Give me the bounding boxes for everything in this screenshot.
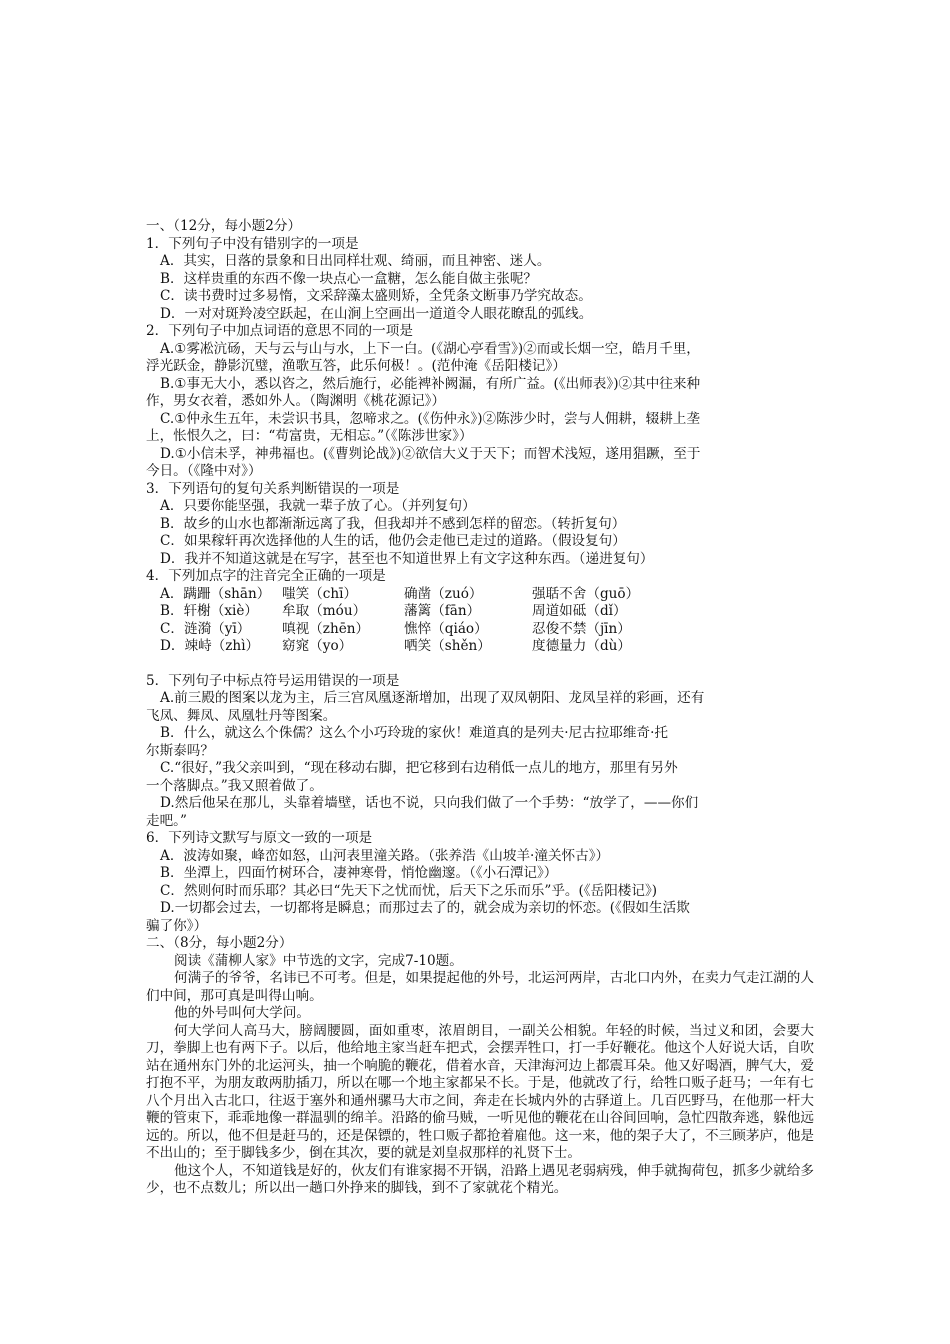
q5-option-c-line2: 一个落脚点。”我又照着做了。 (146, 777, 323, 794)
q6-option-d-line1: D.一切都会过去，一切都将是瞬息；而那过去了的，就会成为亲切的怀恋。(《假如生活欺 (160, 900, 690, 916)
q4-cell: B．轩榭（xiè） (160, 603, 259, 619)
spacer (146, 656, 814, 673)
q2-option-b-line2: 作，男女衣着，悉如外人。（陶渊明《桃花源记》） (146, 393, 446, 409)
passage-paragraph-3: 何大学问人高马大，膀阔腰圆，面如重枣，浓眉朗目，一副关公相貌。年轻的时候，当过义和团，会要大刀，拳脚上也有两下子。以后，他给地主家当赶车把式，会摆弄牲口，打一手好鞭花。他这个人好说大话，自吹站在通州东门外的北运河头，抽一个响脆的鞭花，借着水音，天津海河边上都震耳朵。他又好喝酒，脾气大，爱打抱不平，为朋友敢两肋插刀，所以在哪一个地主家都呆不长。于是，他就改了行，给牲口贩子赶马；一年有七八个月出入古北口，往返于塞外和通州骡马大市之间，奔走在长城内外的古驿道上。几百匹野马，在他那一杆大鞭的管束下，乖乖地像一群温驯的绵羊。沿路的偷马贼，一听见他的鞭花在山谷间回响，急忙四散奔逃，躲他远远的。所以，他不但是赶马的，还是保镖的，牲口贩子都抢着雇他。这一来，他的架子大了，不三顾茅庐，他是不出山的；至于脚钱多少，倒在其次，要的就是刘皇叔那样的礼贤下士。 (146, 1022, 814, 1161)
q4-cell: 嗔视（zhēn） (282, 620, 370, 637)
q2-stem: 2．下列句子中加点词语的意思不同的一项是 (146, 323, 413, 339)
q4-cell: 确凿（zuó） (404, 585, 483, 602)
q6-option-b: B．坐潭上，四面竹树环合，凄神寒骨，悄怆幽邃。（《小石潭记》） (160, 865, 558, 881)
q1-option-a: A．其实，日落的景象和日出同样壮观、绮丽，而且神密、迷人。 (160, 253, 551, 269)
q5-option-d-line2: 走吧。” (146, 812, 187, 829)
q4-cell: D．竦峙（zhì） (160, 638, 260, 654)
q2-option-c-line2: 上，怅恨久之，曰：“苟富贵，无相忘。”（《陈涉世家》） (146, 428, 473, 444)
q4-option-row (146, 603, 814, 621)
q6-stem: 6．下列诗文默写与原文一致的一项是 (146, 830, 373, 846)
q3-option-b: B．故乡的山水也都渐渐远离了我，但我却并不感到怎样的留恋。（转折复句） (160, 515, 626, 532)
passage-paragraph-4: 他这个人，不知道钱是好的，伙友们有谁家揭不开锅，沿路上遇见老弱病残，伸手就掏荷包，抓多少就给多少，也不点数儿；所以出一趟口外挣来的脚钱，到不了家就花个精光。 (146, 1162, 814, 1196)
q3-option-c: C．如果稼轩再次选择他的人生的话，他仍会走他已走过的道路。（假设复句） (160, 533, 626, 549)
q4-cell: C．涟漪（yī） (160, 620, 251, 637)
q1-option-c: C．读书费时过多易惰，文采辞藻太盛则矫，全凭条文断事乃学究故态。 (160, 288, 592, 304)
q6-option-c: C．然则何时而乐耶？其必曰“先天下之忧而忧，后天下之乐而乐”乎。(《岳阳楼记》) (160, 882, 658, 899)
q2-option-d-line1: D.①小信未孚，神弗福也。(《曹刿论战》)②欲信大义于天下；而智术浅短，遂用猖蹶，至于 (160, 445, 701, 462)
passage-paragraph-2: 他的外号叫何大学问。 (174, 1005, 310, 1021)
q4-cell: 忍俊不禁（jīn） (532, 620, 631, 637)
q3-option-a: A．只要你能坚强，我就一辈子放了心。（并列复句） (160, 498, 476, 514)
q4-cell: 哂笑（shěn） (404, 638, 491, 654)
q4-cell: A．蹒跚（shān） (160, 585, 271, 602)
q4-cell: 嗤笑（chī） (282, 585, 358, 602)
reading-intro: 阅读《蒲柳人家》中节选的文字，完成7-10题。 (174, 952, 463, 969)
q4-option-row (146, 586, 814, 604)
q4-cell: 强聒不舍（guō） (532, 585, 640, 602)
q5-option-b-line2: 尔斯泰吗？ (146, 742, 214, 759)
q2-option-d-line2: 今日。（《隆中对》） (146, 463, 262, 479)
q2-option-c-line1: C.①仲永生五年，未尝识书具，忽啼求之。(《伤仲永》)②陈涉少时，尝与人佣耕，辍耕上垄 (160, 410, 700, 427)
q5-option-c-line1: C.“很好，”我父亲叫到，“现在移动右脚，把它移到右边稍低一点儿的地方，那里有另外 (160, 760, 678, 776)
q2-option-a-line2: 浮光跃金，静影沉璧，渔歌互答，此乐何极！。(范仲淹《岳阳楼记》） (146, 358, 566, 374)
q1-option-b: B．这样贵重的东西不像一块点心一盒糖，怎么能自做主张呢？ (160, 270, 538, 287)
section-2-header: 二、（8分，每小题2分） (146, 935, 293, 951)
q1-stem: 1．下列句子中没有错别字的一项是 (146, 235, 359, 252)
q1-option-d: D．一对对斑羚凌空跃起，在山涧上空画出一道道令人眼花瞭乱的弧线。 (160, 305, 593, 322)
q5-option-a-line2: 飞凤、舞凤、凤凰牡丹等图案。 (146, 707, 337, 724)
passage-paragraph-1: 何满子的爷爷，名讳已不可考。但是，如果提起他的外号，北运河两岸，古北口内外，在卖力气走江湖的人们中间，那可真是叫得山响。 (146, 970, 814, 1004)
document-page (146, 218, 814, 1198)
q4-option-row (146, 638, 814, 656)
q3-option-d: D．我并不知道这就是在写字，甚至也不知道世界上有文字这种东西。（递进复句） (160, 550, 654, 567)
q4-stem: 4．下列加点字的注音完全正确的一项是 (146, 568, 386, 584)
q2-option-a-line1: A.①雾凇沆砀，天与云与山与水，上下一白。(《湖心亭看雪》)②而或长烟一空，皓月千里， (160, 340, 700, 357)
q6-option-a: A．波涛如聚，峰峦如怒，山河表里潼关路。（张养浩《山坡羊·潼关怀古》） (160, 847, 610, 864)
q4-option-row (146, 621, 814, 639)
q4-cell: 周道如砥（dǐ） (532, 603, 627, 619)
section-1-header: 一、（12分，每小题2分） (146, 218, 302, 234)
q4-cell: 度德量力（dù） (532, 638, 632, 654)
q6-option-d-line2: 骗了你》） (146, 917, 208, 934)
q4-cell: 牟取（móu） (282, 603, 367, 619)
q5-stem: 5．下列句子中标点符号运用错误的一项是 (146, 672, 400, 689)
q5-option-a-line1: A.前三殿的图案以龙为主，后三宫凤凰逐渐增加，出现了双凤朝阳、龙凤呈祥的彩画，还有 (160, 690, 705, 706)
q5-option-b-line1: B．什么，就这么个侏儒？这么个小巧玲珑的家伙！难道真的是列夫·尼古拉耶维奇·托 (160, 725, 669, 741)
q4-cell: 窈窕（yo） (282, 638, 353, 654)
q3-stem: 3．下列语句的复句关系判断错误的一项是 (146, 480, 400, 497)
q5-option-d-line1: D.然后他呆在那儿，头靠着墙壁，话也不说，只向我们做了一个手势：“放学了，——你们 (160, 795, 699, 811)
q4-cell: 藩篱（fān） (404, 603, 481, 619)
q4-cell: 憔悴（qiáo） (404, 620, 488, 637)
q2-option-b-line1: B.①事无大小，悉以咨之，然后施行，必能裨补阙漏，有所广益。(《出师表》)②其中往来种 (160, 375, 701, 392)
